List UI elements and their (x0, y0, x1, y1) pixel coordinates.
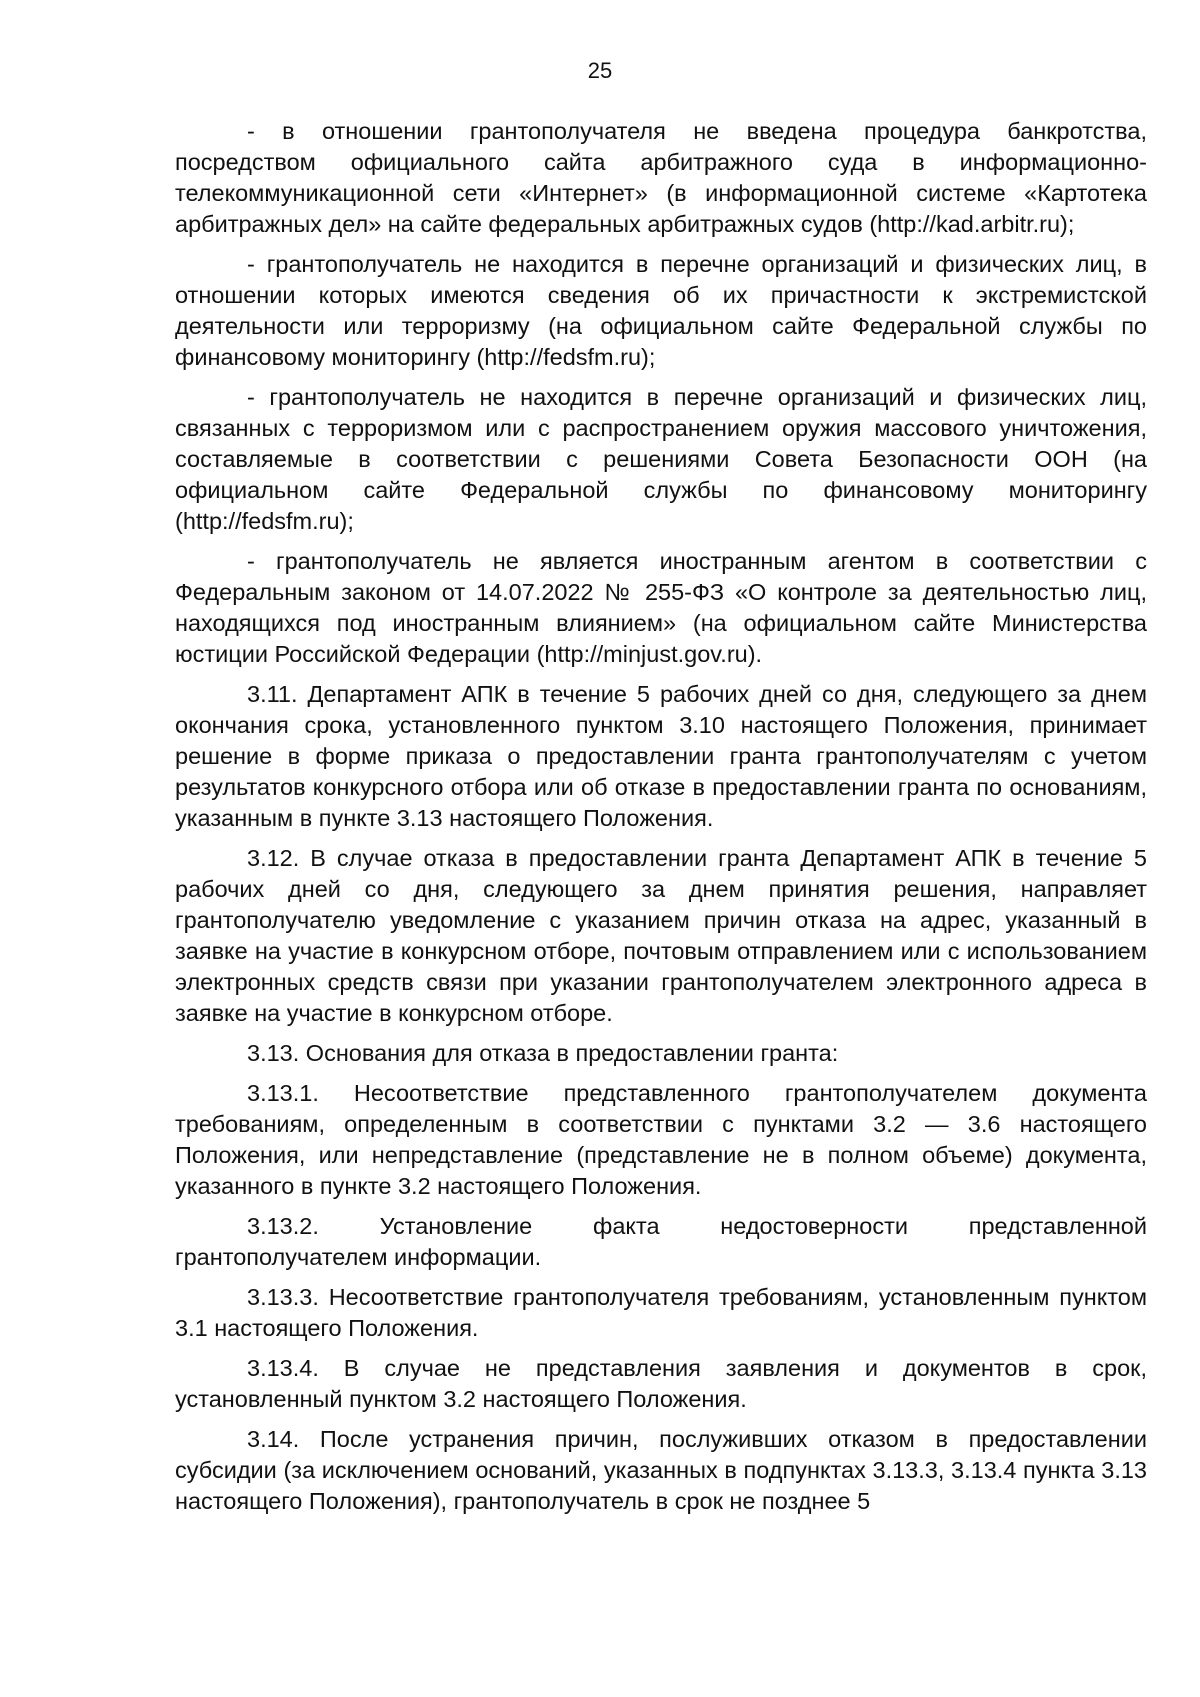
paragraph-3-13-2: 3.13.2. Установление факта недостоверности представленной грантополучателем информации. (175, 1213, 1147, 1270)
paragraph-3-13: 3.13. Основания для отказа в предоставлении гранта: (247, 1040, 839, 1066)
paragraph-3-13-4: 3.13.4. В случае не представления заявления и документов в срок, установленный пунктом 3.2 настоящего Положения. (175, 1355, 1147, 1412)
paragraph-3-13-3: 3.13.3. Несоответствие грантополучателя требованиям, установленным пунктом 3.1 настоящего Положения. (175, 1284, 1147, 1341)
document-body (175, 116, 1147, 1526)
paragraph-3-12: 3.12. В случае отказа в предоставлении гранта Департамент АПК в течение 5 рабочих дней со дня, следующего за днем принятия решения, направляет грантополучателю уведомление с указанием причин отказа на адрес, указанный в заявке на участие в конкурсном отборе, почтовым отправлением или с использованием электронных средств связи при указании грантополучателем электронного адреса в заявке на участие в конкурсном отборе. (175, 845, 1147, 1026)
paragraph-3-11: 3.11. Департамент АПК в течение 5 рабочих дней со дня, следующего за днем окончания срока, установленного пунктом 3.10 настоящего Положения, принимает решение в форме приказа о предоставлении гранта грантополучателям с учетом результатов конкурсного отбора или об отказе в предоставлении гранта по основаниям, указанным в пункте 3.13 настоящего Положения. (175, 681, 1147, 831)
paragraph-3-13-1: 3.13.1. Несоответствие представленного грантополучателем документа требованиям, определенным в соответствии с пунктами 3.2 — 3.6 настоящего Положения, или непредставление (представление не в полном объеме) документа, указанного в пункте 3.2 настоящего Положения. (175, 1080, 1147, 1199)
paragraph-3-14: 3.14. После устранения причин, послуживших отказом в предоставлении субсидии (за исключением оснований, указанных в подпунктах 3.13.3, 3.13.4 пункта 3.13 настоящего Положения), грантополучатель в срок не позднее 5 (175, 1426, 1147, 1514)
paragraph-foreign-agent: - грантополучатель не является иностранным агентом в соответствии с Федеральным законом от 14.07.2022 № 255-ФЗ «О контроле за деятельностью лиц, находящихся под иностранным влиянием» (на официальном сайте Министерства юстиции Российской Федерации (http://minjust.gov.ru). (175, 548, 1147, 667)
paragraph-un-sanctions-list: - грантополучатель не находится в перечне организаций и физических лиц, связанных с терроризмом или с распространением оружия массового уничтожения, составляемые в соответствии с решениями Совета Безопасности ООН (на официальном сайте Федеральной службы по финансовому мониторингу (http://fedsfm.ru); (175, 384, 1147, 534)
page-number: 25 (587, 58, 613, 83)
paragraph-bankruptcy: - в отношении грантополучателя не введена процедура банкротства, посредством официального сайта арбитражного суда в информационно-телекоммуникационной сети «Интернет» (в информационной системе «Картотека арбитражных дел» на сайте федеральных арбитражных судов (http://kad.arbitr.ru); (175, 118, 1147, 237)
paragraph-extremism-list: - грантополучатель не находится в перечне организаций и физических лиц, в отношении которых имеются сведения об их причастности к экстремистской деятельности или терроризму (на официальном сайте Федеральной службы по финансовому мониторингу (http://fedsfm.ru); (175, 251, 1147, 370)
